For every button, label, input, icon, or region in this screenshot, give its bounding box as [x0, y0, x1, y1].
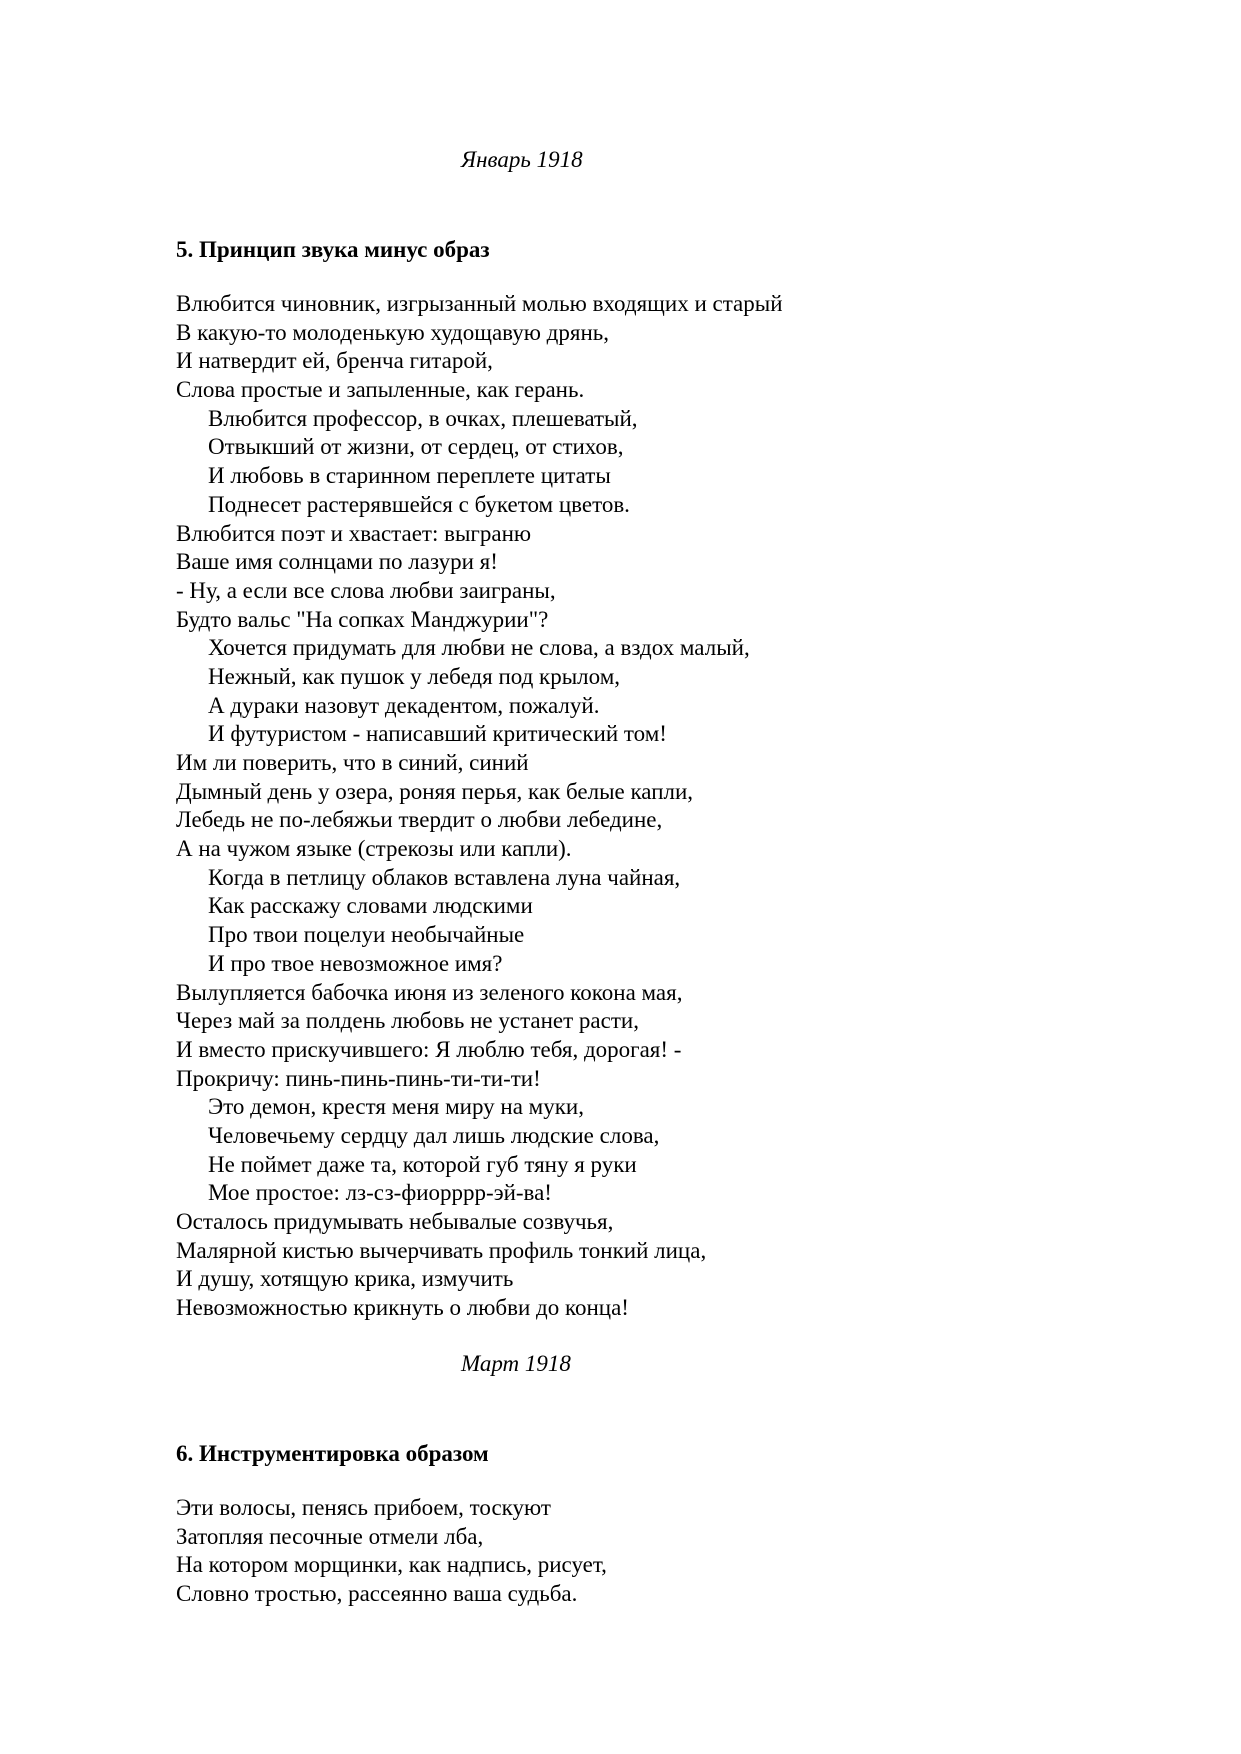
poem-line: И душу, хотящую крика, измучить: [176, 1266, 514, 1292]
poem-line: И любовь в старинном переплете цитаты: [208, 463, 611, 489]
poem-line: Мое простое: лз-сз-фиорррр-эй-ва!: [208, 1180, 552, 1206]
poem-line: Нежный, как пушок у лебедя под крылом,: [208, 663, 621, 689]
poem-line: А дураки назовут декадентом, пожалуй.: [208, 692, 600, 718]
poem-line: И футуристом - написавший критический том!: [208, 721, 667, 747]
poem-line: Это демон, крестя меня миру на муки,: [208, 1094, 584, 1120]
poem-line: Лебедь не по-лебяжьи твердит о любви лебедине,: [176, 807, 663, 833]
poem-line: А на чужом языке (стрекозы или капли).: [176, 836, 572, 862]
poem-line: - Ну, а если все слова любви заиграны,: [176, 577, 556, 603]
poem-line: Не поймет даже та, которой губ тяну я руки: [208, 1151, 637, 1177]
poem-line: Человечьему сердцу дал лишь людские слова,: [208, 1122, 660, 1148]
section-5-title: 5. Принцип звука минус образ: [176, 237, 490, 262]
poem-line: Малярной кистью вычерчивать профиль тонкий лица,: [176, 1237, 707, 1263]
poem-line: Влюбится поэт и хвастает: выграню: [176, 520, 532, 546]
poem-line: Когда в петлицу облаков вставлена луна чайная,: [208, 864, 681, 890]
section-6-title: 6. Инструментировка образом: [176, 1441, 489, 1466]
section-6-poem: [176, 1494, 1176, 1608]
poem-line: Невозможностью крикнуть о любви до конца!: [176, 1295, 629, 1321]
poem-line: Эти волосы, пенясь прибоем, тоскуют: [176, 1495, 551, 1520]
poem-line: Поднесет растерявшейся с букетом цветов.: [208, 491, 630, 517]
poem-line: Дымный день у озера, роняя перья, как белые капли,: [176, 778, 694, 804]
poem-line: Отвыкший от жизни, от сердец, от стихов,: [208, 434, 624, 460]
poem-line: Слова простые и запыленные, как герань.: [176, 377, 585, 403]
poem-line: Осталось придумывать небывалые созвучья,: [176, 1209, 614, 1234]
poem-line: Затопляя песочные отмели лба,: [176, 1523, 484, 1549]
poem-line: На котором морщинки, как надпись, рисует,: [176, 1552, 607, 1577]
date-march-1918: Март 1918: [461, 1351, 571, 1376]
poem-line: Будто вальс "На сопках Манджурии"?: [176, 606, 549, 632]
poem-line: Прокричу: пинь-пинь-пинь-ти-ти-ти!: [176, 1065, 541, 1091]
poem-line: Через май за полдень любовь не устанет расти,: [176, 1008, 639, 1034]
poem-line: Словно тростью, рассеянно ваша судьба.: [176, 1580, 578, 1606]
poem-line: В какую-то молоденькую худощавую дрянь,: [176, 319, 610, 345]
poem-line: Хочется придумать для любви не слова, а вздох малый,: [208, 635, 750, 661]
poem-line: И вместо прискучившего: Я люблю тебя, дорогая! -: [176, 1036, 682, 1062]
poem-line: Про твои поцелуи необычайные: [208, 922, 525, 948]
poem-line: Как расскажу словами людскими: [208, 893, 533, 919]
poem-line: И натвердит ей, бренча гитарой,: [176, 348, 493, 374]
poem-line: Вылупляется бабочка июня из зеленого кокона мая,: [176, 979, 683, 1005]
poem-line: Влюбится профессор, в очках, плешеватый,: [208, 405, 638, 431]
poem-line: И про твое невозможное имя?: [208, 950, 503, 976]
poem-line: Влюбится чиновник, изгрызанный молью входящих и старый: [176, 291, 783, 316]
poem-line: Ваше имя солнцами по лазури я!: [176, 549, 498, 575]
section-5-poem: [176, 290, 1176, 1323]
poem-line: Им ли поверить, что в синий, синий: [176, 750, 529, 775]
date-january-1918: Январь 1918: [461, 147, 583, 172]
